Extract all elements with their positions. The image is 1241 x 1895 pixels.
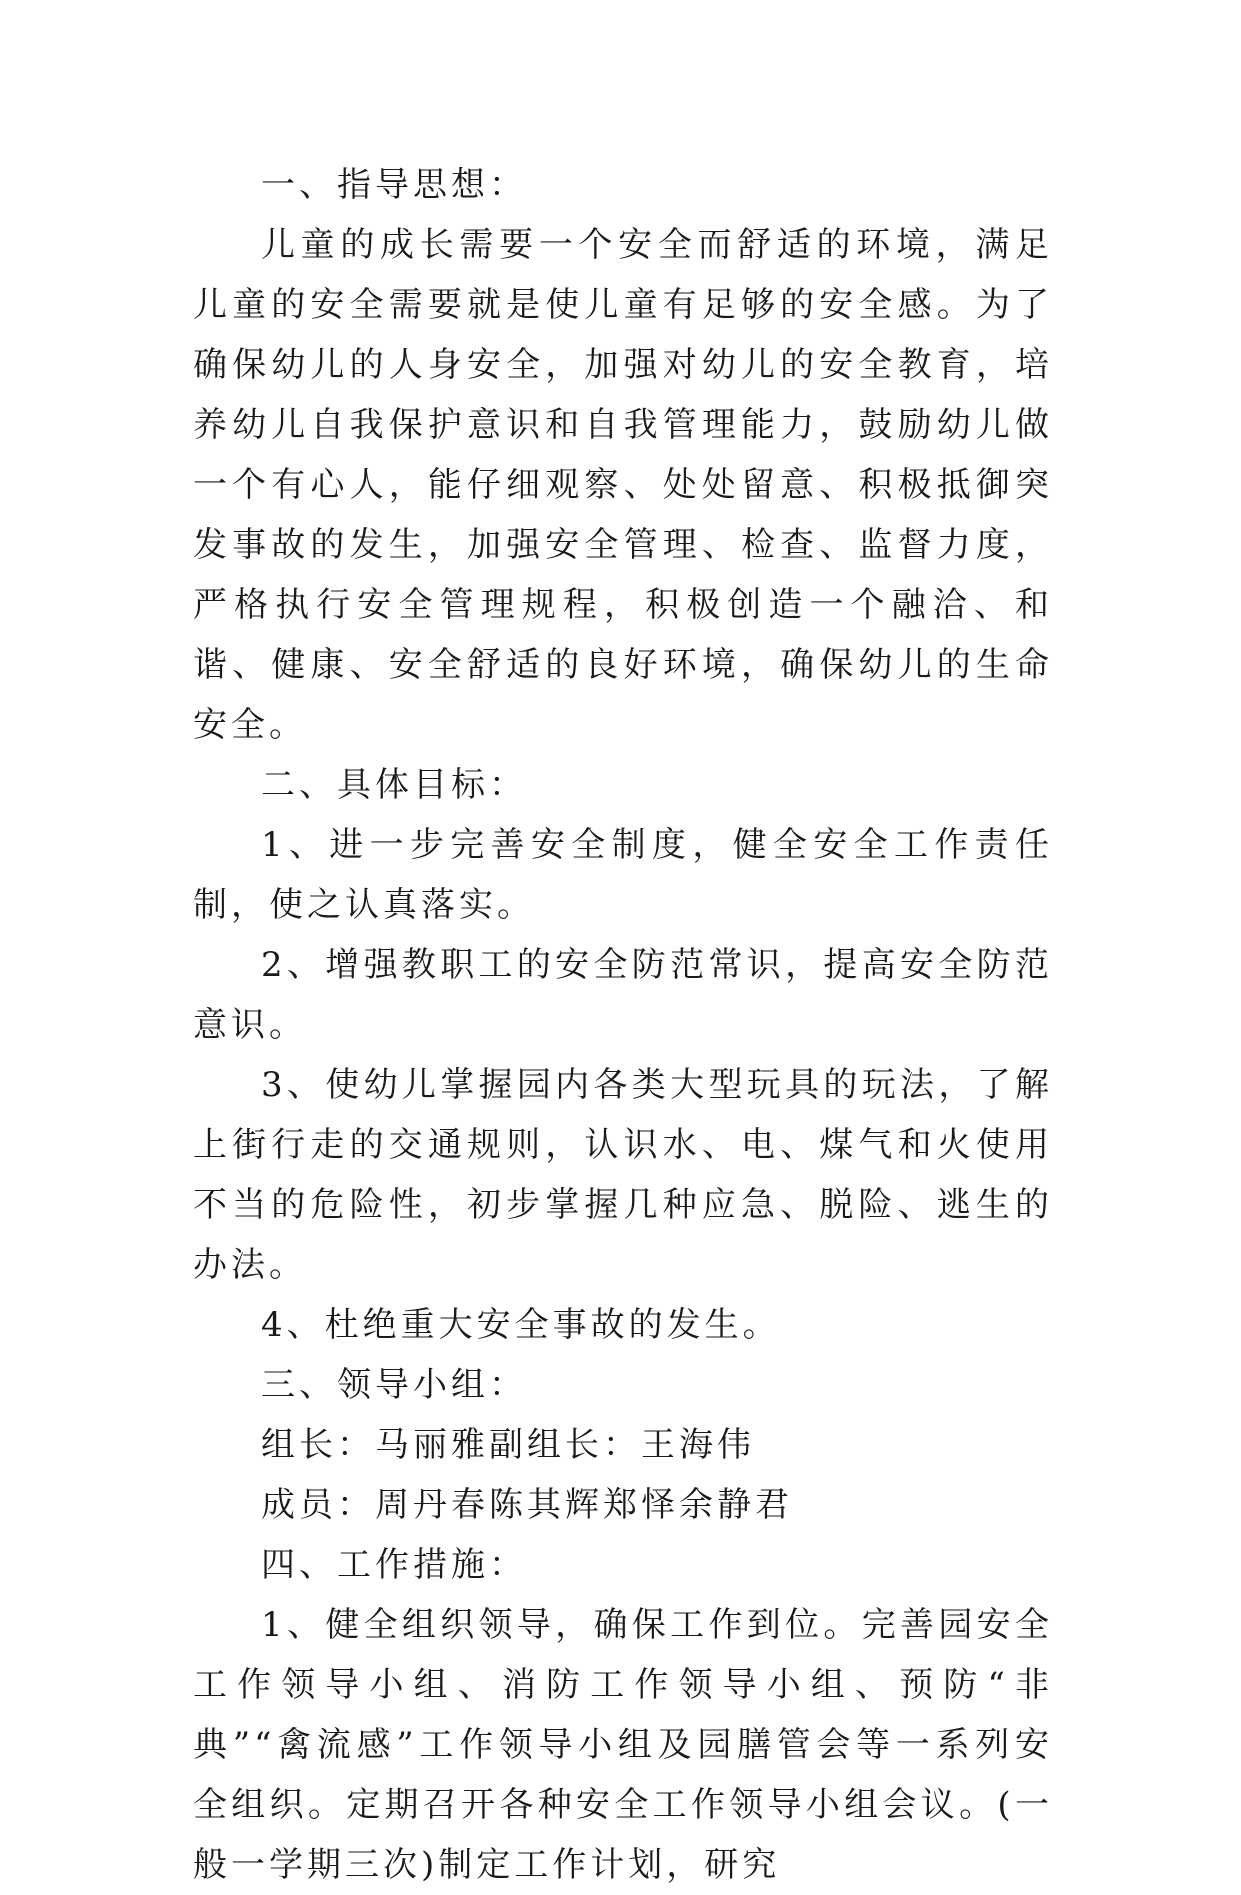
measure-item-1: 1、健全组织领导，确保工作到位。完善园安全工作领导小组、消防工作领导小组、预防“非典”“禽流感”工作领导小组及园膳管会等一系列安全组织。定期召开各种安全工作领导小组会议。(一般一学期三次)制定工作计划，研究	[193, 1605, 1053, 1885]
heading-leadership-group: 三、领导小组：	[261, 1365, 527, 1405]
heading-specific-goals: 二、具体目标：	[261, 765, 527, 805]
paragraph-guiding-thought: 儿童的成长需要一个安全而舒适的环境，满足儿童的安全需要就是使儿童有足够的安全感。为了确保幼儿的人身安全，加强对幼儿的安全教育，培养幼儿自我保护意识和自我管理能力，鼓励幼儿做一个有心人，能仔细观察、处处留意、积极抵御突发事故的发生，加强安全管理、检查、监督力度，严格执行安全管理规程，积极创造一个融洽、和谐、健康、安全舒适的良好环境，确保幼儿的生命安全。	[193, 225, 1053, 745]
heading-work-measures: 四、工作措施：	[261, 1545, 527, 1585]
leadership-members: 成员：周丹春陈其辉郑怿余静君	[261, 1485, 793, 1525]
goal-item-1: 1、进一步完善安全制度，健全安全工作责任制，使之认真落实。	[193, 825, 1053, 925]
heading-guiding-thought: 一、指导思想：	[261, 165, 527, 205]
leadership-leaders: 组长：马丽雅副组长：王海伟	[261, 1425, 755, 1465]
goal-item-2: 2、增强教职工的安全防范常识，提高安全防范意识。	[193, 945, 1053, 1045]
goal-item-3: 3、使幼儿掌握园内各类大型玩具的玩法，了解上街行走的交通规则，认识水、电、煤气和火使用不当的危险性，初步掌握几种应急、脱险、逃生的办法。	[193, 1065, 1053, 1285]
document-body	[193, 155, 1053, 1895]
goal-item-4: 4、杜绝重大安全事故的发生。	[261, 1305, 781, 1345]
